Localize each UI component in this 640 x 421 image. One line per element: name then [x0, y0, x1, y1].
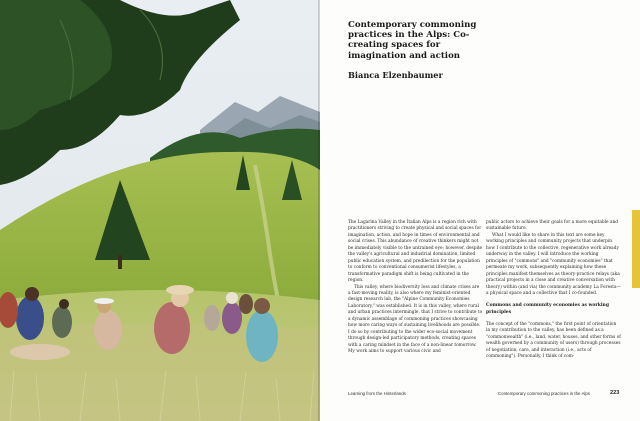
right-page: [320, 0, 640, 421]
section-subheading: Commons and community economies as working principles: [486, 303, 609, 315]
paragraph: The concept of the "commons," the first point of orientation in my contribution to the valley, has been defined as a "commonwealth" (i.e., land, water, houses, and other forms of wealth governed by a community of users) through processes of negotiation, care, and interaction (i.e., acts of commoning"). Personally, I think of com-: [486, 321, 621, 360]
running-footer-right: Contemporary commoning practices in the Alps: [498, 391, 591, 396]
article-author: Bianca Elzenbaumer: [348, 70, 443, 80]
paragraph: What I would like to share in this text are some key working principles and community projects that underpin how I contribute to the collective, regenerative work already underway in the valley. I will introduce the working principles of "commons" and "community economies" that permeate my work, subsequently explaining how these principles manifest themselves as theory-practice relays (aka practical projects in a close and creative conversation with theory) within (and via) the community academy La Foresta—a physical space and a collective that I co-founded.: [486, 232, 621, 296]
paragraph: This valley, where biodiversity loss and climate crises are a fast-moving reality, is also where my feminist-oriented design research lab, the "Alpine Community Economies Laboratory," was established. It is in this valley, where rural and urban practices intermingle, that I strive to contribute to a dynamic assemblage of commoning practices showcasing how more caring ways of sustaining livelihoods are possible. I do so by contributing to the wider eco-social movement through design-led participatory methods, creating spaces with a caring mindset in the face of a non-linear tomorrow. My work aims to support various civic and: [348, 284, 483, 355]
article-title: Contemporary commoning practices in the Alps: Co-creating spaces for imagination and action: [348, 20, 477, 61]
paragraph: The Lagarina Valley in the Italian Alps is a region rich with practitioners striving to create physical and social spaces for imagination, action, and hope in times of environmental and social crises. This abundance of creative thinkers might not be immediately visible to the untrained eye; however, despite the valley's agricultural and industrial domination, limited public education system, and predilection for the population to conform to conventional consumerist lifestyles, a transformative paradigm shift is being cultivated in the region.: [348, 220, 483, 284]
section-tab-marker: [632, 210, 640, 288]
page-number: 223: [610, 390, 620, 396]
running-footer-left: Learning from the Hinterlands: [348, 391, 406, 396]
text-column-left: [348, 220, 483, 356]
paragraph: public actors to achieve their goals for a more equitable and sustainable future.: [486, 220, 619, 232]
text-column-right: [486, 220, 621, 361]
